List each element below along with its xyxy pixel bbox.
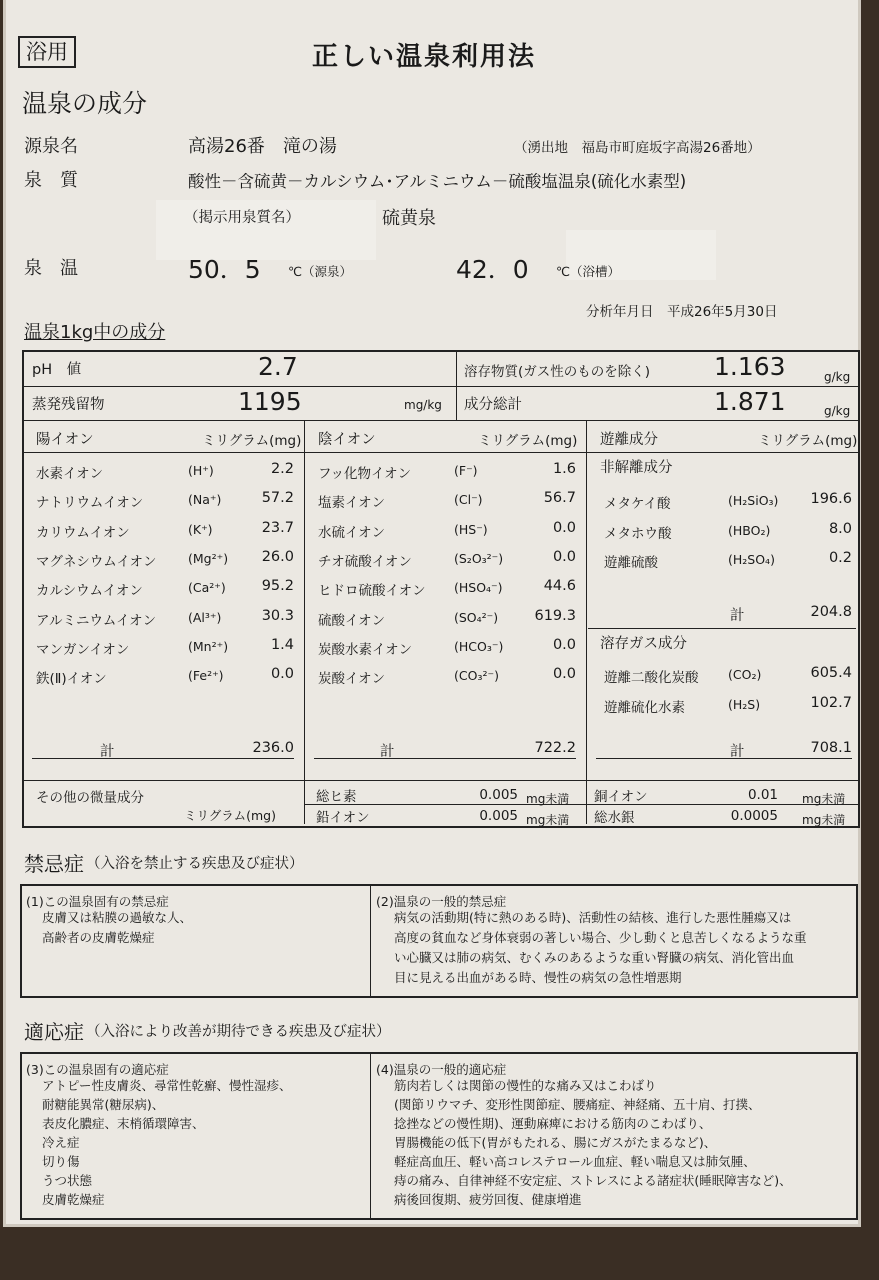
total-label: 成分総計: [464, 397, 522, 413]
text-line: 目に見える出血がある時、慢性の病気の急性増悪期: [394, 970, 682, 985]
source-label: 源泉名: [24, 136, 78, 157]
trace-name: 銅イオン: [594, 789, 648, 805]
indic-left-text: [42, 1076, 362, 1209]
bath-temp-unit: ℃（浴槽）: [556, 264, 621, 279]
divider: [22, 780, 860, 781]
component-value: 95.2: [261, 578, 294, 595]
dissolved-label: 溶存物質(ガス性のものを除く): [464, 364, 651, 380]
trace-unit-label: mg未満: [526, 792, 570, 806]
cation-unit: ミリグラム(mg): [202, 433, 302, 449]
residue-label: 蒸発残留物: [32, 397, 105, 413]
divider: [314, 758, 576, 759]
component-formula: (SO₄²⁻): [454, 609, 499, 625]
divider: [304, 804, 860, 805]
component-value: 605.4: [810, 665, 852, 681]
component-value: 0.0: [552, 666, 576, 683]
component-formula: (Ca²⁺): [188, 580, 226, 596]
cation-header: 陽イオン: [36, 432, 94, 448]
component-value: 0.0: [552, 636, 576, 653]
component-value: 1.6: [552, 461, 576, 477]
indic-right-text: [394, 1076, 854, 1209]
component-value: 0.0: [552, 548, 576, 565]
trace-value: 0.005: [479, 787, 518, 803]
divider: [588, 628, 856, 629]
notice-sheet: [6, 0, 858, 1224]
component-name: 遊離硫化水素: [604, 699, 685, 716]
ph-value: 2.7: [258, 352, 298, 381]
display-quality-value: 硫黄泉: [382, 208, 436, 229]
text-line: 病気の活動期(特に熱のある時)、活動性の結核、進行した悪性腫瘍又は: [394, 910, 792, 925]
nondiss-total-label: 計: [730, 608, 745, 624]
text-line: 冷え症: [42, 1135, 80, 1150]
gas-label: 溶存ガス成分: [600, 636, 687, 652]
trace-label: その他の微量成分: [36, 790, 144, 806]
component-name: マンガンイオン: [36, 641, 130, 658]
text-line: アトピー性皮膚炎、尋常性乾癬、慢性湿疹、: [42, 1078, 292, 1093]
component-value: 196.6: [810, 491, 852, 507]
trace-name: 総水銀: [594, 810, 635, 826]
component-name: 水素イオン: [36, 466, 104, 482]
component-value: 102.7: [810, 694, 852, 711]
text-line: 筋肉若しくは関節の慢性的な痛み又はこわばり: [394, 1078, 657, 1093]
component-formula: (Mn²⁺): [188, 638, 229, 654]
ph-label: pH 値: [32, 362, 82, 378]
component-value: 619.3: [534, 607, 576, 624]
component-name: チオ硫酸イオン: [318, 553, 412, 570]
component-formula: (Al³⁺): [188, 609, 222, 625]
text-line: 皮膚又は粘膜の過敏な人、: [42, 910, 193, 925]
component-formula: (HBO₂): [728, 522, 771, 538]
component-formula: (S₂O₃²⁻): [454, 550, 504, 566]
component-formula: (CO₃²⁻): [454, 668, 499, 684]
component-formula: (H₂SiO₃): [728, 493, 779, 508]
divider: [32, 758, 294, 759]
anion-total-label: 計: [380, 744, 395, 760]
component-name: メタケイ酸: [604, 496, 671, 512]
trace-value: 0.01: [747, 787, 778, 803]
component-value: 57.2: [261, 490, 294, 507]
source-name: 高湯26番 滝の湯: [188, 136, 337, 157]
component-name: メタホウ酸: [604, 525, 672, 542]
component-formula: (Na⁺): [188, 492, 222, 508]
contra-left-title: (1)この温泉固有の禁忌症: [26, 894, 169, 909]
component-value: 1.4: [270, 636, 294, 653]
component-name: 塩素イオン: [318, 495, 386, 512]
divider: [586, 420, 587, 824]
component-value: 0.0: [552, 519, 576, 536]
page-title: 正しい温泉利用法: [312, 42, 537, 72]
component-value: 26.0: [261, 548, 294, 565]
contra-right-title: (2)温泉の一般的禁忌症: [376, 894, 507, 909]
indic-subtitle: （入浴により改善が期待できる疾患及び症状）: [86, 1024, 391, 1040]
component-value: 23.7: [261, 519, 294, 536]
text-line: 病後回復期、疲労回復、健康増進: [394, 1192, 582, 1207]
divider: [370, 884, 371, 996]
component-name: ナトリウムイオン: [36, 495, 144, 512]
text-line: 耐糖能異常(糖尿病)、: [42, 1097, 165, 1112]
divider: [596, 758, 852, 759]
contra-subtitle: （入浴を禁止する疾患及び症状）: [86, 856, 304, 872]
component-value: 0.2: [828, 550, 852, 566]
text-line: 軽症高血圧、軽い高コレステロール血症、軽い喘息又は肺気腫、: [394, 1154, 756, 1169]
cation-total-label: 計: [100, 744, 115, 760]
analysis-date: 分析年月日 平成26年5月30日: [586, 304, 778, 320]
total-value: 1.871: [714, 387, 786, 416]
total-unit: g/kg: [824, 404, 851, 418]
trace-unit-label: mg未満: [526, 813, 570, 827]
component-name: ヒドロ硫酸イオン: [318, 583, 426, 600]
divider: [22, 420, 860, 421]
component-value: 44.6: [543, 578, 576, 595]
table-title: 温泉1kg中の成分: [24, 322, 166, 343]
trace-value: 0.0005: [730, 808, 778, 824]
source-temp-value: 50．5: [188, 255, 261, 284]
component-name: 炭酸イオン: [318, 671, 386, 688]
contra-left-text: [42, 908, 362, 948]
divider: [370, 1052, 371, 1218]
component-formula: (HCO₃⁻): [454, 638, 504, 654]
contra-right-text: [394, 908, 854, 988]
anion-header: 陰イオン: [318, 432, 376, 448]
trace-unit-label: mg未満: [802, 792, 846, 806]
component-name: 炭酸水素イオン: [318, 641, 413, 658]
residue-value: 1195: [238, 387, 302, 416]
component-name: フッ化物イオン: [318, 466, 412, 482]
text-line: い心臓又は肺の病気、むくみのあるような重い腎臓の病気、消化管出血: [394, 950, 795, 965]
component-name: 鉄(Ⅱ)イオン: [36, 671, 107, 688]
indic-left-title: (3)この温泉固有の適応症: [26, 1062, 169, 1077]
component-formula: (F⁻): [454, 463, 478, 478]
nondiss-total-value: 204.8: [810, 604, 852, 620]
residue-unit: mg/kg: [404, 398, 442, 412]
component-value: 30.3: [261, 607, 294, 624]
trace-unit-label: mg未満: [802, 813, 846, 827]
trace-unit: ミリグラム(mg): [184, 808, 276, 823]
component-name: 水硫イオン: [318, 524, 386, 541]
free-header: 遊離成分: [600, 432, 658, 448]
trace-name: 鉛イオン: [316, 810, 370, 826]
component-formula: (HSO₄⁻): [454, 580, 503, 596]
indic-title: 適応症: [24, 1020, 84, 1044]
component-name: カリウムイオン: [36, 524, 130, 541]
component-value: 2.2: [270, 461, 294, 477]
dissolved-value: 1.163: [714, 352, 786, 381]
component-formula: (CO₂): [728, 667, 762, 682]
dissolved-unit: g/kg: [824, 370, 851, 384]
trace-name: 総ヒ素: [316, 789, 357, 805]
usage-tag: 浴用: [18, 36, 76, 68]
divider: [22, 452, 860, 453]
component-formula: (Fe²⁺): [188, 668, 224, 684]
contra-title: 禁忌症: [24, 852, 84, 876]
component-name: アルミニウムイオン: [36, 612, 157, 629]
component-name: カルシウムイオン: [36, 583, 143, 600]
component-value: 56.7: [543, 490, 576, 507]
source-temp-unit: ℃（源泉）: [288, 264, 353, 279]
trace-value: 0.005: [479, 808, 518, 824]
indic-right-title: (4)温泉の一般的適応症: [376, 1062, 507, 1077]
component-value: 8.0: [828, 520, 852, 537]
component-formula: (K⁺): [188, 521, 213, 537]
text-line: 切り傷: [42, 1154, 80, 1169]
temp-label: 泉 温: [24, 258, 78, 279]
component-name: 遊離硫酸: [604, 555, 658, 571]
free-total-label: 計: [730, 744, 745, 760]
free-unit: ミリグラム(mg): [758, 433, 858, 449]
component-name: 遊離二酸化炭酸: [604, 670, 699, 686]
text-line: 痔の痛み、自律神経不安定症、ストレスによる諸症状(睡眠障害など)、: [394, 1173, 792, 1188]
component-formula: (H₂S): [728, 696, 761, 712]
text-line: (関節リウマチ、変形性関節症、腰痛症、神経痛、五十肩、打撲、: [394, 1097, 761, 1112]
component-name: マグネシウムイオン: [36, 553, 157, 570]
display-quality-label: （掲示用泉質名）: [184, 210, 300, 226]
component-formula: (H₂SO₄): [728, 552, 775, 567]
component-name: 硫酸イオン: [318, 612, 386, 629]
nondiss-label: 非解離成分: [600, 460, 673, 476]
quality-value: 酸性－含硫黄－カルシウム･アルミニウム－硫酸塩温泉(硫化水素型): [188, 172, 687, 191]
text-line: 高度の貧血など身体衰弱の著しい場合、少し動くと息苦しくなるような重: [394, 930, 807, 945]
component-value: 0.0: [270, 666, 294, 683]
cation-total-value: 236.0: [252, 740, 294, 756]
text-line: 捻挫などの慢性期)、運動麻痺における筋肉のこわばり、: [394, 1116, 712, 1131]
divider: [456, 350, 457, 420]
divider: [304, 420, 305, 824]
section-title: 温泉の成分: [22, 89, 148, 118]
component-formula: (Mg²⁺): [188, 550, 229, 566]
component-formula: (Cl⁻): [454, 492, 483, 508]
component-formula: (H⁺): [188, 463, 214, 478]
text-line: 高齢者の皮膚乾燥症: [42, 930, 155, 945]
quality-label: 泉 質: [24, 170, 78, 191]
free-total-value: 708.1: [810, 740, 852, 756]
source-location: （湧出地 福島市町庭坂字高湯26番地）: [514, 140, 761, 156]
text-line: 胃腸機能の低下(胃がもたれる、腸にガスがたまるなど)、: [394, 1135, 717, 1150]
text-line: 皮膚乾燥症: [42, 1192, 105, 1207]
text-line: うつ状態: [42, 1173, 93, 1188]
component-formula: (HS⁻): [454, 521, 488, 537]
anion-unit: ミリグラム(mg): [478, 433, 578, 449]
bath-temp-value: 42．0: [456, 255, 529, 284]
text-line: 表皮化膿症、末梢循環障害、: [42, 1116, 205, 1131]
anion-total-value: 722.2: [534, 740, 576, 756]
